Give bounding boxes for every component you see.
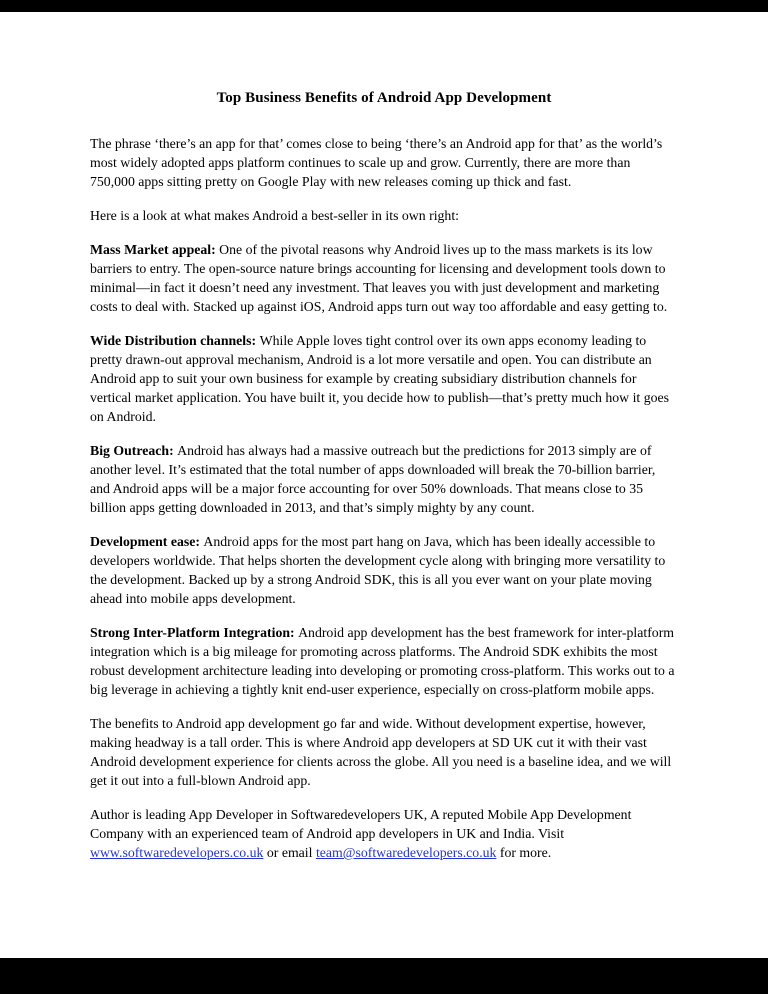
- paragraph: [90, 331, 678, 426]
- paragraph-text: Here is a look at what makes Android a best-seller in its own right:: [90, 208, 459, 223]
- top-letterbox-bar: [0, 0, 768, 12]
- paragraph: [90, 240, 678, 316]
- paragraph-text: or email: [263, 845, 316, 860]
- paragraph-text: While Apple loves tight control over its own apps economy leading to pretty drawn-out approval mechanism, Android is a lot more versatile and open. You can distribute an Android app to suit your own business for example by creating subsidiary distribution channels for vertical market application. You have built it, you decide how to publish—that’s pretty much how it goes on Android.: [90, 333, 669, 424]
- email-link[interactable]: team@softwaredevelopers.co.uk: [315, 845, 497, 860]
- paragraph: [90, 714, 678, 790]
- paragraph: [90, 805, 678, 862]
- bottom-letterbox-bar: [0, 958, 768, 994]
- paragraph-lead: Mass Market appeal:: [90, 242, 220, 257]
- paragraph-lead: Strong Inter-Platform Integration:: [90, 625, 299, 640]
- paragraph: [90, 134, 678, 191]
- paragraph: [90, 532, 678, 608]
- paragraph-lead: Big Outreach:: [90, 443, 178, 458]
- paragraph-text: Android has always had a massive outreach but the predictions for 2013 simply are of another level. It’s estimated that the total number of apps downloaded will break the 70-billion barrier, and Android apps will be a major force accounting for over 50% downloads. That means close to 35 billion apps getting downloaded in 2013, and that’s simply mighty by any count.: [90, 443, 656, 515]
- document-title: Top Business Benefits of Android App Development: [216, 90, 552, 106]
- paragraph-lead: Wide Distribution channels:: [90, 333, 260, 348]
- paragraphs: [90, 134, 678, 862]
- paragraph-text: One of the pivotal reasons why Android lives up to the mass markets is its low barriers to entry. The open-source nature brings accounting for licensing and development tools down to minimal—in fact it doesn’t need any investment. That leaves you with just development and marketing costs to deal with. Stacked up against iOS, Android apps turn out way too affordable and easy getting to.: [90, 242, 668, 314]
- document-page: [0, 12, 768, 958]
- paragraph-text: Author is leading App Developer in Softwaredevelopers UK, A reputed Mobile App Development Company with an experienced team of Android app developers in UK and India. Visit: [90, 807, 632, 841]
- paragraph-text: The benefits to Android app development go far and wide. Without development expertise, however, making headway is a tall order. This is where Android app developers at SD UK cut it with their vast Android development experience for clients across the globe. All you need is a baseline idea, and we will get it out into a full-blown Android app.: [90, 716, 672, 788]
- website-link[interactable]: www.softwaredevelopers.co.uk: [90, 845, 264, 860]
- paragraph-text: Android app development has the best framework for inter-platform integration which is a big mileage for promoting across platforms. The Android SDK exhibits the most robust development architecture leading into developing or promoting cross-platform. This works out to a big leverage in achieving a tightly knit end-user experience, especially on cross-platform mobile apps.: [90, 625, 675, 697]
- paragraph-lead: Development ease:: [90, 534, 204, 549]
- paragraph-text: The phrase ‘there’s an app for that’ comes close to being ‘there’s an Android app for that’ as the world’s most widely adopted apps platform continues to scale up and grow. Currently, there are more than 750,000 apps sitting pretty on Google Play with new releases coming up thick and fast.: [90, 136, 663, 189]
- paragraph: [90, 441, 678, 517]
- paragraph-text: for more.: [496, 845, 552, 860]
- paragraph-text: Android apps for the most part hang on Java, which has been ideally accessible to developers worldwide. That helps shorten the development cycle along with bringing more versatility to the development. Backed up by a strong Android SDK, this is all you ever want on your plate moving ahead into mobile apps development.: [90, 534, 666, 606]
- paragraph: [90, 206, 678, 225]
- paragraph: [90, 623, 678, 699]
